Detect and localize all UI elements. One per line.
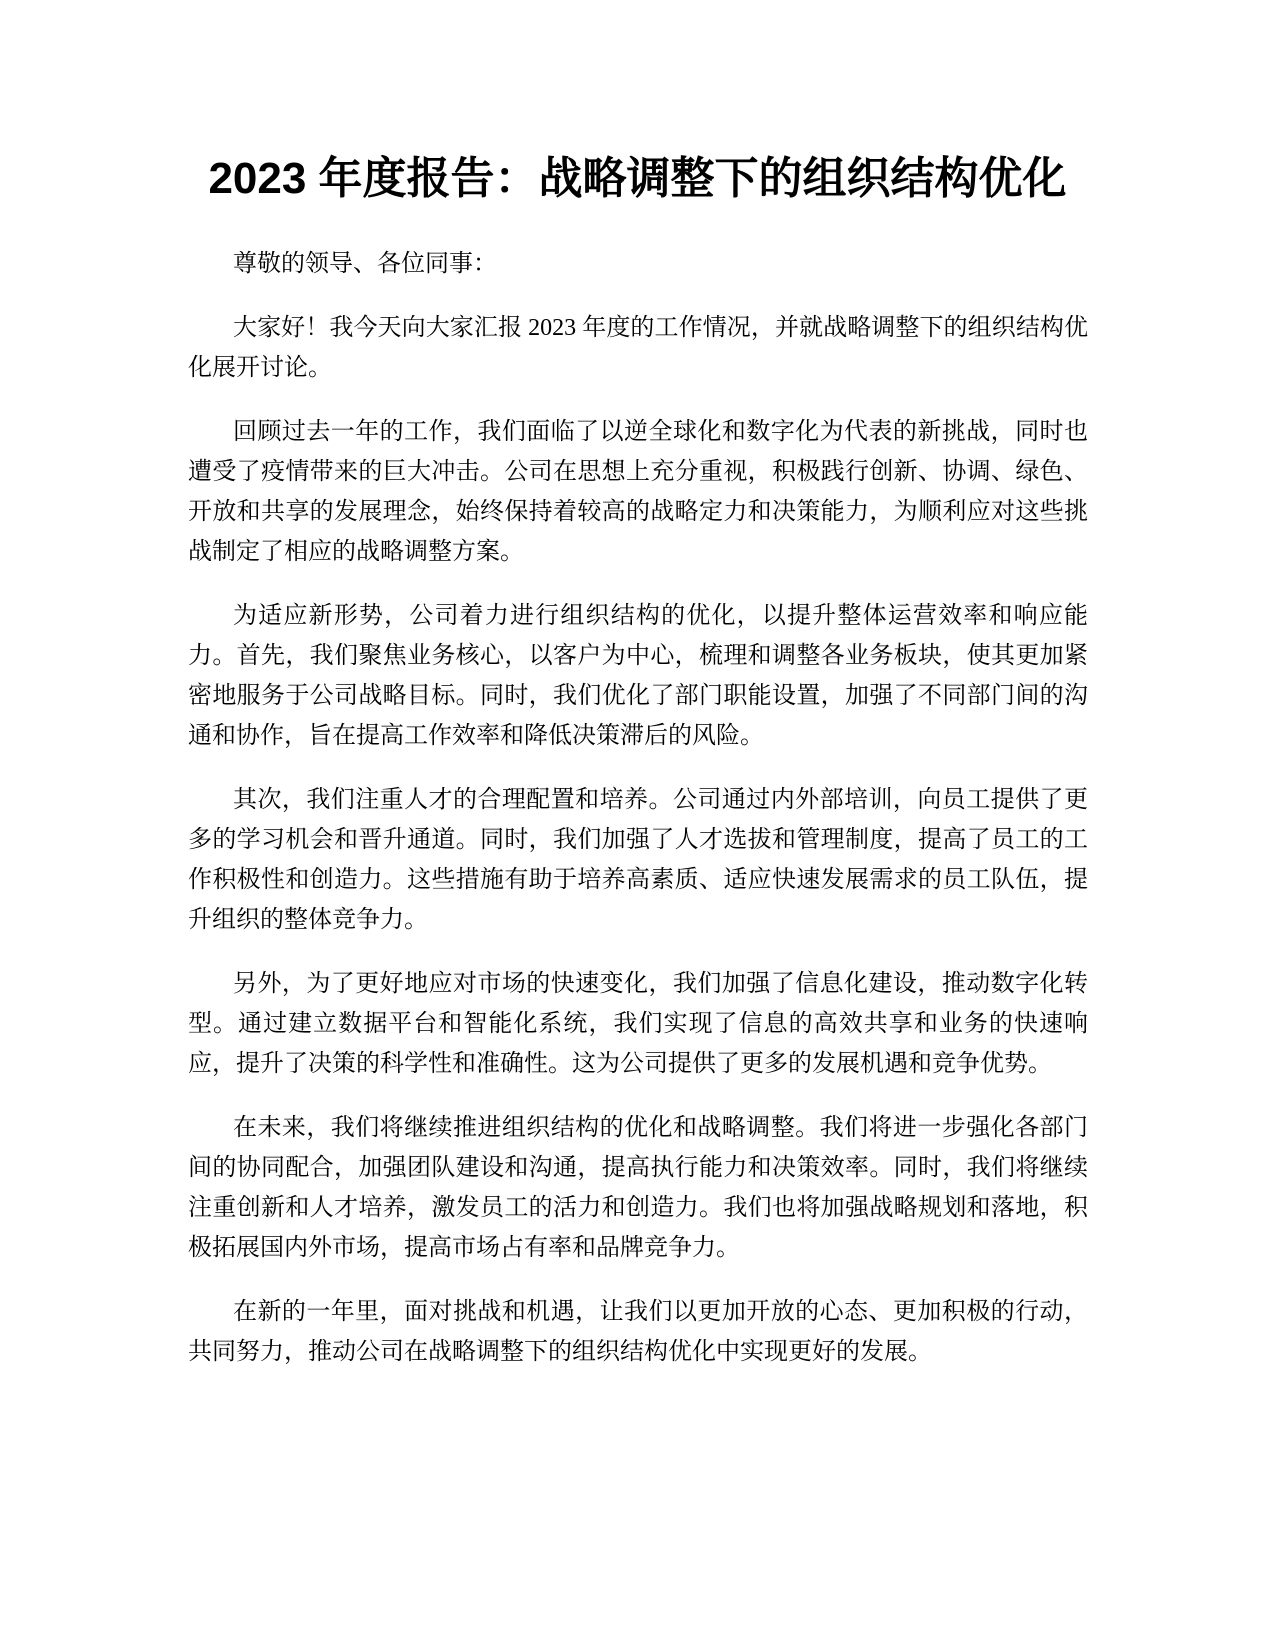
paragraph: 为适应新形势，公司着力进行组织结构的优化，以提升整体运营效率和响应能力。首先，我们聚焦业务核心，以客户为中心，梳理和调整各业务板块，使其更加紧密地服务于公司战略目标。同时，我们优化了部门职能设置，加强了不同部门间的沟通和协作，旨在提高工作效率和降低决策滞后的风险。 <box>188 603 1088 749</box>
document-body <box>188 244 1088 1396</box>
paragraph: 回顾过去一年的工作，我们面临了以逆全球化和数字化为代表的新挑战，同时也遭受了疫情带来的巨大冲击。公司在思想上充分重视，积极践行创新、协调、绿色、开放和共享的发展理念，始终保持着较高的战略定力和决策能力，为顺利应对这些挑战制定了相应的战略调整方案。 <box>188 419 1088 565</box>
paragraph: 另外，为了更好地应对市场的快速变化，我们加强了信息化建设，推动数字化转型。通过建立数据平台和智能化系统，我们实现了信息的高效共享和业务的快速响应，提升了决策的科学性和准确性。这为公司提供了更多的发展机遇和竞争优势。 <box>188 971 1088 1077</box>
document-title: 2023 年度报告：战略调整下的组织结构优化 <box>208 154 1067 203</box>
paragraph: 在未来，我们将继续推进组织结构的优化和战略调整。我们将进一步强化各部门间的协同配合，加强团队建设和沟通，提高执行能力和决策效率。同时，我们将继续注重创新和人才培养，激发员工的活力和创造力。我们也将加强战略规划和落地，积极拓展国内外市场，提高市场占有率和品牌竞争力。 <box>188 1115 1088 1261</box>
paragraph: 在新的一年里，面对挑战和机遇，让我们以更加开放的心态、更加积极的行动，共同努力，推动公司在战略调整下的组织结构优化中实现更好的发展。 <box>188 1299 1088 1365</box>
paragraph: 其次，我们注重人才的合理配置和培养。公司通过内外部培训，向员工提供了更多的学习机会和晋升通道。同时，我们加强了人才选拔和管理制度，提高了员工的工作积极性和创造力。这些措施有助于培养高素质、适应快速发展需求的员工队伍，提升组织的整体竞争力。 <box>188 787 1088 933</box>
greeting: 尊敬的领导、各位同事： <box>233 251 497 277</box>
paragraph: 大家好！我今天向大家汇报 2023 年度的工作情况，并就战略调整下的组织结构优化展开讨论。 <box>188 315 1088 381</box>
